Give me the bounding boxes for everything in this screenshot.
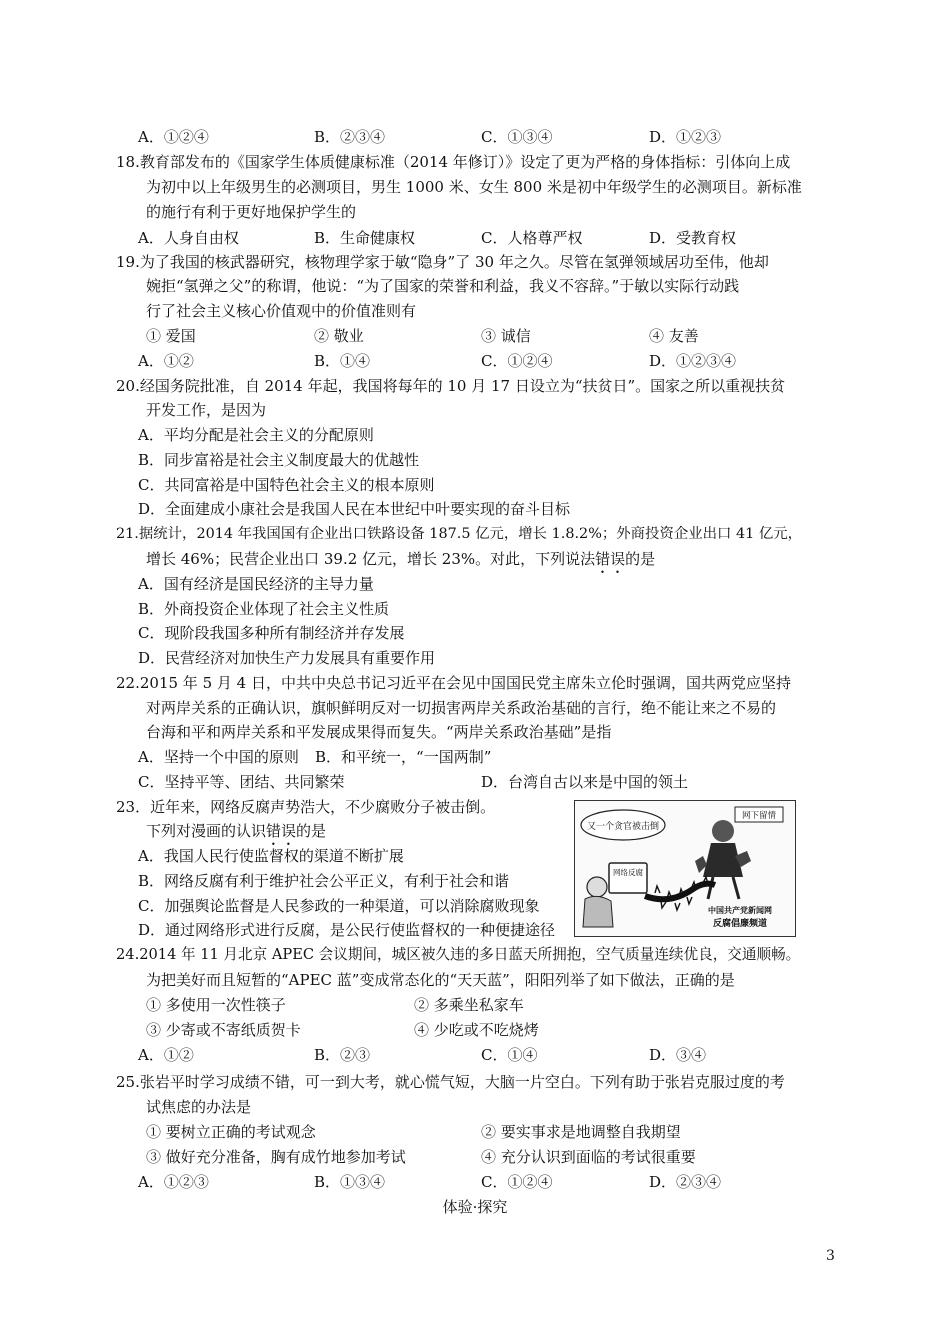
q21-line-2-end: 的是 (625, 550, 656, 568)
q21-emphasis: 错误 (595, 550, 626, 568)
q20-option-c: C．共同富裕是中国特色社会主义的根本原则 (138, 476, 435, 494)
q19-item-2: ② 敬业 (314, 327, 364, 345)
q24-options (138, 1043, 798, 1067)
q18-options (138, 226, 798, 250)
section-title: 体验·探究 (442, 1198, 508, 1216)
q23-line-2-text: 下列对漫画的认识 (146, 822, 267, 840)
q24-items-row-2 (146, 1018, 806, 1042)
q23-line-1: 23．近年来，网络反腐声势浩大，不少腐败分子被击倒。 (116, 798, 496, 816)
q23-line-2-end: 的是 (296, 822, 327, 840)
q19-item-4: ④ 友善 (649, 327, 699, 345)
q17-option-d: D．①②③ (649, 128, 722, 146)
monitor-label: 网络反腐 (613, 868, 643, 877)
q25-line-1: 25.张岩平时学习成绩不错，可一到大考，就心慌气短，大脑一片空白。下列有助于张岩克服过度的考 (116, 1073, 785, 1091)
q20-option-d: D．全面建成小康社会是我国人民在本世纪中叶要实现的奋斗目标 (138, 500, 571, 518)
q24-option-d: D．③④ (649, 1046, 707, 1064)
netizen-head (587, 877, 607, 897)
page-number: 3 (826, 1248, 835, 1264)
q17-option-c: C．①③④ (481, 128, 553, 146)
q21-option-c: C．现阶段我国多种所有制经济并存发展 (138, 624, 405, 642)
q22-option-b: B．和平统一，“一国两制” (315, 748, 492, 766)
q20-option-b: B．同步富裕是社会主义制度最大的优越性 (138, 451, 420, 469)
q18-line-3: 的施行有利于更好地保护学生的 (146, 203, 357, 221)
q18-option-c: C．人格尊严权 (481, 229, 583, 247)
q22-line-3: 台海和平和两岸关系和平发展成果得而复失。“两岸关系政治基础”是指 (146, 723, 612, 741)
q25-item-4: ④ 充分认识到面临的考试很重要 (481, 1148, 696, 1166)
official-head (712, 820, 734, 842)
q17-option-a: A．①②④ (138, 128, 209, 146)
q23-option-c: C．加强舆论监督是人民参政的一种渠道，可以消除腐败现象 (138, 897, 540, 915)
q21-option-d: D．民营经济对加快生产力发展具有重要作用 (138, 649, 436, 667)
q17-option-b: B．②③④ (314, 128, 386, 146)
q24-line-1: 24.2014 年 11 月北京 APEC 会议期间，城区被久违的多日蓝天所拥抱，空气质量连续优良，交通顺畅。 (116, 946, 801, 963)
q17-options (138, 125, 798, 149)
q21-option-a: A．国有经济是国民经济的主导力量 (138, 575, 374, 593)
q25-items-row-2 (146, 1145, 806, 1169)
q19-items (146, 324, 806, 348)
q22-option-d: D．台湾自古以来是中国的领土 (481, 773, 689, 791)
q22-option-c: C．坚持平等、团结、共同繁荣 (138, 773, 345, 791)
q23-option-d: D．通过网络形式进行反腐，是公民行使监督权的一种便捷途径 (138, 921, 556, 939)
sign-top-text: 网下留情 (741, 811, 777, 821)
q25-line-2: 试焦虑的办法是 (146, 1098, 252, 1116)
q23-emphasis: 错误 (266, 822, 297, 840)
q20-option-a: A．平均分配是社会主义的分配原则 (138, 426, 374, 444)
q24-item-1: ① 多使用一次性筷子 (146, 996, 286, 1014)
q21-line-2 (146, 547, 655, 571)
official-legs (708, 877, 739, 899)
q25-option-b: B．①③④ (314, 1173, 386, 1191)
q19-option-b: B．①④ (314, 352, 371, 370)
q18-option-d: D．受教育权 (649, 229, 737, 247)
q25-options (138, 1170, 798, 1194)
q23-option-b: B．网络反腐有利于维护社会公平正义，有利于社会和谐 (138, 872, 510, 890)
q24-option-b: B．②③ (314, 1046, 371, 1064)
q22-option-a: A．坚持一个中国的原则 (138, 748, 299, 766)
cartoon-drawing (575, 801, 795, 936)
q25-item-3: ③ 做好充分准备，胸有成竹地参加考试 (146, 1148, 406, 1166)
caption-line-1: 中国共产党新闻网 (708, 906, 772, 915)
official-body (703, 843, 743, 877)
q24-items-row-1 (146, 993, 806, 1017)
q18-option-b: B．生命健康权 (314, 229, 416, 247)
anti-corruption-cartoon (574, 800, 796, 937)
q19-options (138, 349, 798, 373)
q19-line-2: 婉拒“氢弹之父”的称谓，他说：“为了国家的荣誉和利益，我义不容辞。”于敏以实际行动践 (146, 277, 740, 295)
q23-line-2 (146, 819, 326, 843)
netizen-body (583, 896, 613, 927)
q18-line-2: 为初中以上年级男生的必测项目，男生 1000 米、女生 800 米是初中年级学生的必测项目。新标准 (146, 178, 802, 196)
q19-line-1: 19.为了我国的核武器研究，核物理学家于敏“隐身”了 30 年之久。尽管在氢弹领域居功至伟，他却 (116, 253, 769, 271)
q24-item-4: ④ 少吃或不吃烧烤 (414, 1021, 539, 1039)
q24-line-2: 为把美好而且短暂的“APEC 蓝”变成常态化的“天天蓝”，阳阳列举了如下做法，正确的是 (146, 971, 735, 989)
q19-option-a: A．①② (138, 352, 194, 370)
q20-line-2: 开发工作，是因为 (146, 401, 267, 419)
q25-option-c: C．①②④ (481, 1173, 553, 1191)
q25-option-d: D．②③④ (649, 1173, 722, 1191)
q25-item-1: ① 要树立正确的考试观念 (146, 1123, 316, 1141)
q19-line-3: 行了社会主义核心价值观中的价值准则有 (146, 302, 417, 320)
q19-option-c: C．①②④ (481, 352, 553, 370)
q18-line-1: 18.教育部发布的《国家学生体质健康标准（2014 年修订）》设定了更为严格的身体指标：引体向上成 (116, 153, 791, 171)
caption-line-2: 反腐倡廉频道 (712, 919, 768, 929)
q24-item-2: ② 多乘坐私家车 (414, 996, 524, 1014)
q19-option-d: D．①②③④ (649, 352, 737, 370)
q25-item-2: ② 要实事求是地调整自我期望 (481, 1123, 681, 1141)
q19-item-3: ③ 诚信 (481, 327, 531, 345)
q25-items-row-1 (146, 1120, 806, 1144)
bubble-left-text: 又一个贪官被击倒 (586, 822, 660, 832)
q22-line-1: 22.2015 年 5 月 4 日，中共中央总书记习近平在会见中国国民党主席朱立伦时强调，国共两党应坚持 (116, 674, 791, 692)
q19-item-1: ① 爱国 (146, 327, 196, 345)
q24-item-3: ③ 少寄或不寄纸质贺卡 (146, 1021, 301, 1039)
q23-option-a: A．我国人民行使监督权的渠道不断扩展 (138, 847, 404, 865)
q18-option-a: A．人身自由权 (138, 229, 239, 247)
q24-option-a: A．①② (138, 1046, 194, 1064)
q21-line-1: 21.据统计，2014 年我国国有企业出口铁路设备 187.5 亿元，增长 1.8.2%；外商投资企业出口 41 亿元， (116, 526, 803, 542)
q21-option-b: B．外商投资企业体现了社会主义性质 (138, 600, 390, 618)
q22-line-2: 对两岸关系的正确认识，旗帜鲜明反对一切损害两岸关系政治基础的言行，绝不能让来之不易的 (146, 699, 777, 717)
q21-line-2-text: 增长 46%；民营企业出口 39.2 亿元，增长 23%。对此，下列说法 (146, 550, 596, 568)
q20-line-1: 20.经国务院批准，自 2014 年起，我国将每年的 10 月 17 日设立为“扶贫日”。国家之所以重视扶贫 (116, 377, 786, 395)
q24-option-c: C．①④ (481, 1046, 538, 1064)
q25-option-a: A．①②③ (138, 1173, 209, 1191)
